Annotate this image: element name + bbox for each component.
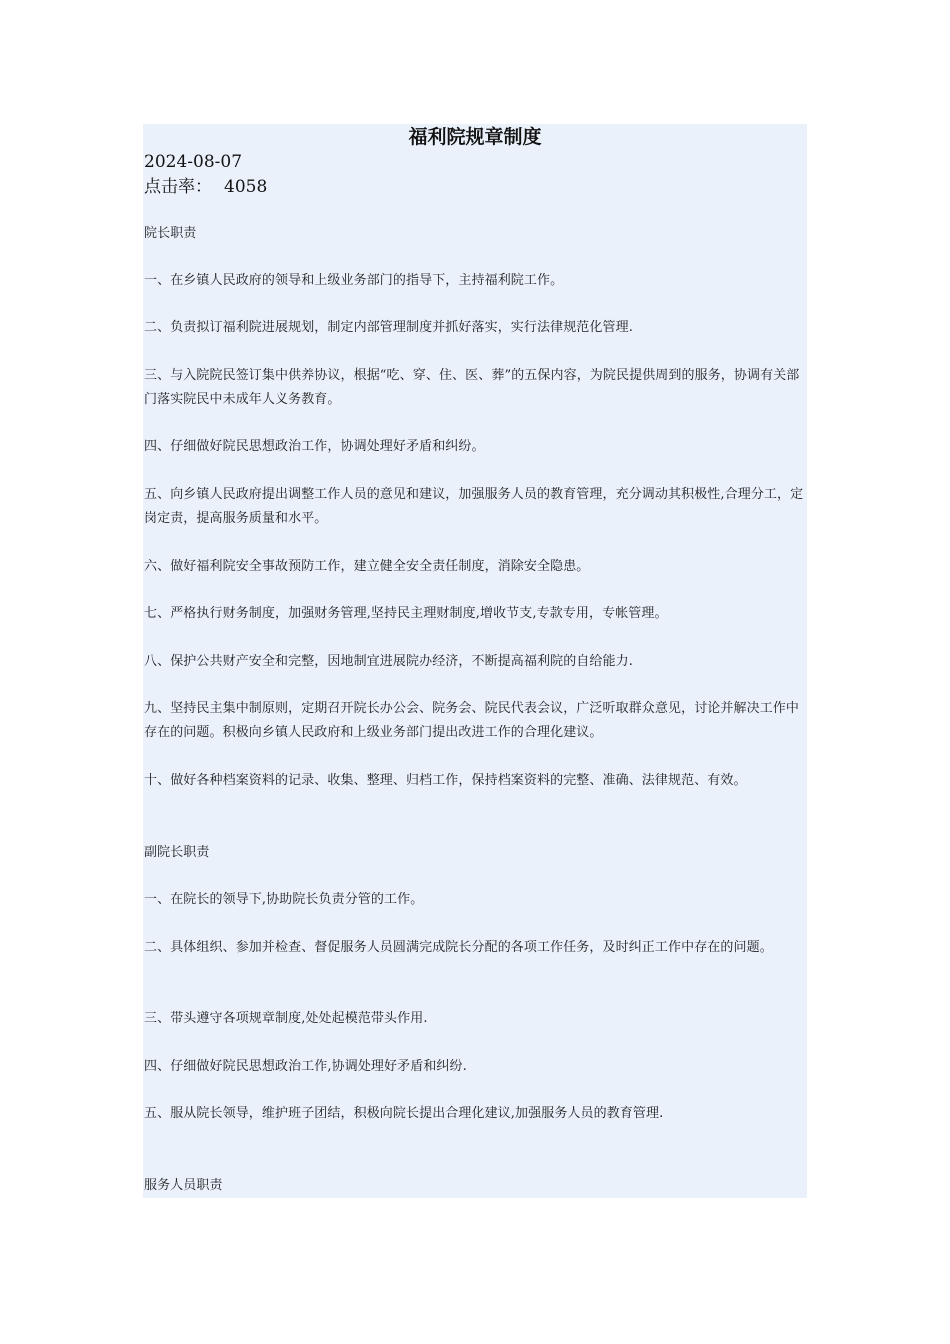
deputy-item-5: 五、服从院长领导，维护班子团结，积极向院长提出合理化建议,加强服务人员的教育管理.	[144, 1106, 664, 1121]
director-item-9: 九、坚持民主集中制原则，定期召开院长办公会、院务会、院民代表会议，广泛听取群众意见，讨论并解决工作中存在的问题。积极向乡镇人民政府和上级业务部门提出改进工作的合理化建议。	[144, 701, 800, 740]
hit-count-value: 4058	[224, 177, 268, 197]
hit-count-label: 点击率：	[144, 177, 212, 197]
director-item-7: 七、严格执行财务制度，加强财务管理,坚持民主理财制度,增收节支,专款专用，专帐管理。	[144, 606, 668, 621]
deputy-item-4: 四、仔细做好院民思想政治工作,协调处理好矛盾和纠纷.	[144, 1059, 467, 1074]
section-heading-deputy: 副院长职责	[144, 845, 210, 860]
section-heading-director: 院长职责	[144, 226, 197, 241]
hit-count	[144, 175, 267, 199]
director-item-6: 六、做好福利院安全事故预防工作，建立健全安全责任制度，消除安全隐患。	[144, 559, 590, 574]
director-item-1: 一、在乡镇人民政府的领导和上级业务部门的指导下，主持福利院工作。	[144, 273, 564, 288]
deputy-item-2: 二、具体组织、参加并检查、督促服务人员圆满完成院长分配的各项工作任务，及时纠正工作中存在的问题。	[144, 940, 773, 955]
director-item-2: 二、负责拟订福利院进展规划，制定内部管理制度并抓好落实，实行法律规范化管理.	[144, 320, 633, 335]
document-panel	[143, 124, 807, 1198]
director-item-10: 十、做好各种档案资料的记录、收集、整理、归档工作，保持档案资料的完整、准确、法律规范、有效。	[144, 773, 747, 788]
director-item-3: 三、与入院院民签订集中供养协议，根据“吃、穿、住、医、葬”的五保内容，为院民提供周到的服务，协调有关部门落实院民中未成年人义务教育。	[144, 368, 800, 407]
director-item-5: 五、向乡镇人民政府提出调整工作人员的意见和建议，加强服务人员的教育管理，充分调动其积极性,合理分工，定岗定责，提高服务质量和水平。	[144, 487, 804, 526]
publish-date: 2024-08-07	[144, 152, 243, 172]
document-title: 福利院规章制度	[408, 126, 542, 148]
director-item-4: 四、仔细做好院民思想政治工作，协调处理好矛盾和纠纷。	[144, 439, 485, 454]
section-heading-staff: 服务人员职责	[144, 1178, 223, 1193]
deputy-item-1: 一、在院长的领导下,协助院长负责分管的工作。	[144, 892, 424, 907]
director-item-8: 八、保护公共财产安全和完整，因地制宜进展院办经济，不断提高福利院的自给能力.	[144, 654, 633, 669]
deputy-item-3: 三、带头遵守各项规章制度,处处起模范带头作用.	[144, 1011, 428, 1026]
